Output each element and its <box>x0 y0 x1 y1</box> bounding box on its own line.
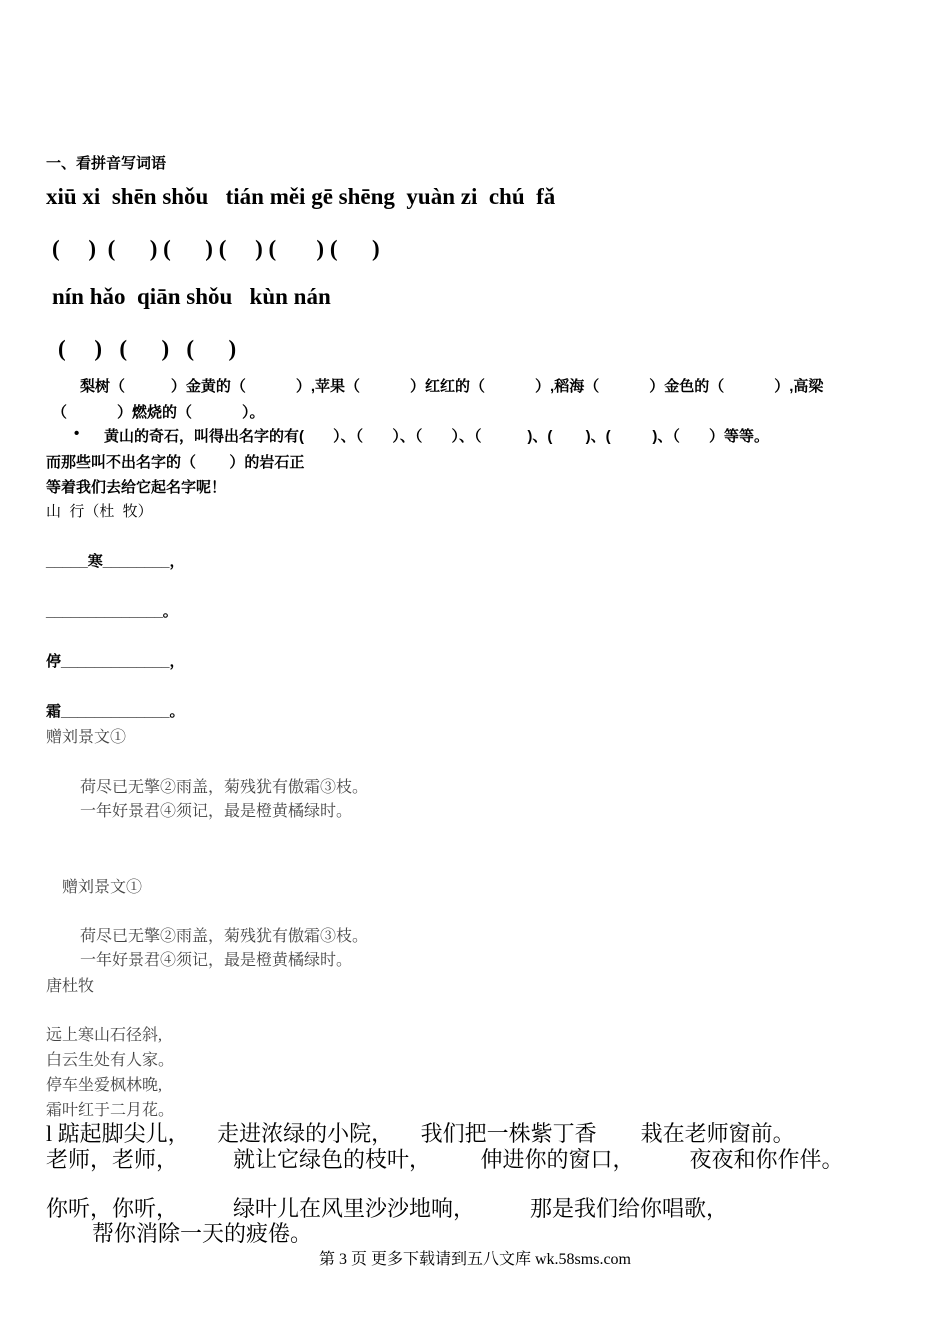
song-line-1: l 踮起脚尖儿， 走进浓绿的小院， 我们把一株紫丁香 栽在老师窗前。 <box>46 1121 795 1146</box>
poem-title-zengliujingwen-repeat: 赠刘景文① <box>62 879 143 896</box>
poem-line: 霜叶红于二月花。 <box>46 1102 175 1119</box>
poem-blank-line-1: _____寒________， <box>46 553 185 570</box>
poem-line: 停车坐爱枫林晚, <box>46 1077 163 1094</box>
song-line-4: 帮你消除一天的疲倦。 <box>92 1221 313 1246</box>
section-heading: 一、看拼音写词语 <box>46 155 167 172</box>
poem-line: 远上寒山石径斜, <box>46 1027 163 1044</box>
pinyin-row-2: nín hǎo qiān shǒu kùn nán <box>52 284 331 309</box>
poem-line: 荷尽已无擎②雨盖，菊残犹有傲霜③枝。 <box>80 928 369 945</box>
poem-line: 白云生处有人家。 <box>46 1052 175 1069</box>
poem-title-shanxing: 山 行（杜 牧） <box>46 503 153 520</box>
poem-line: 一年好景君④须记，最是橙黄橘绿时。 <box>80 952 353 969</box>
poem-blank-line-4: 霜_____________。 <box>46 703 185 720</box>
page-footer: 第 3 页 更多下载请到五八文库 wk.58sms.com <box>318 1251 631 1268</box>
fill-line-2: （ ）燃烧的（ ）。 <box>52 404 265 421</box>
poem-blank-line-2: ______________。 <box>46 603 178 620</box>
song-line-2: 老师，老师， 就让它绿色的枝叶， 伸进你的窗口， 夜夜和你作伴。 <box>46 1147 844 1172</box>
fill-line-4: 而那些叫不出名字的（ ）的岩石正 <box>46 454 305 471</box>
fill-line-3: 黄山的奇石，叫得出名字的有( ）、（ ）、（ ）、（ )、( )、( )、（ ）等等。 <box>104 428 770 445</box>
poem-author: 唐杜牧 <box>46 978 95 995</box>
bullet-icon: • <box>74 425 80 442</box>
fill-line-5: 等着我们去给它起名字呢！ <box>46 479 227 496</box>
poem-line: 一年好景君④须记，最是橙黄橘绿时。 <box>80 803 353 820</box>
answer-brackets-row-2: ( ) ( ) ( ) <box>58 336 237 361</box>
poem-blank-line-3: 停_____________， <box>46 653 185 670</box>
song-line-3: 你听，你听， 绿叶儿在风里沙沙地响， 那是我们给你唱歌， <box>46 1196 729 1221</box>
answer-brackets-row-1: ( ) ( ) ( ) ( ) ( ) ( ) <box>52 236 380 261</box>
poem-title-zengliujingwen: 赠刘景文① <box>46 729 127 746</box>
pinyin-row-1: xiū xi shēn shǒu tián měi gē shēng yuàn zi chú fǎ <box>46 184 556 209</box>
fill-line-1: 梨树（ ）金黄的（ ）,苹果（ ）红红的（ ）,稻海（ ）金色的（ ）,高梁 <box>80 378 824 395</box>
poem-line: 荷尽已无擎②雨盖，菊残犹有傲霜③枝。 <box>80 779 369 796</box>
